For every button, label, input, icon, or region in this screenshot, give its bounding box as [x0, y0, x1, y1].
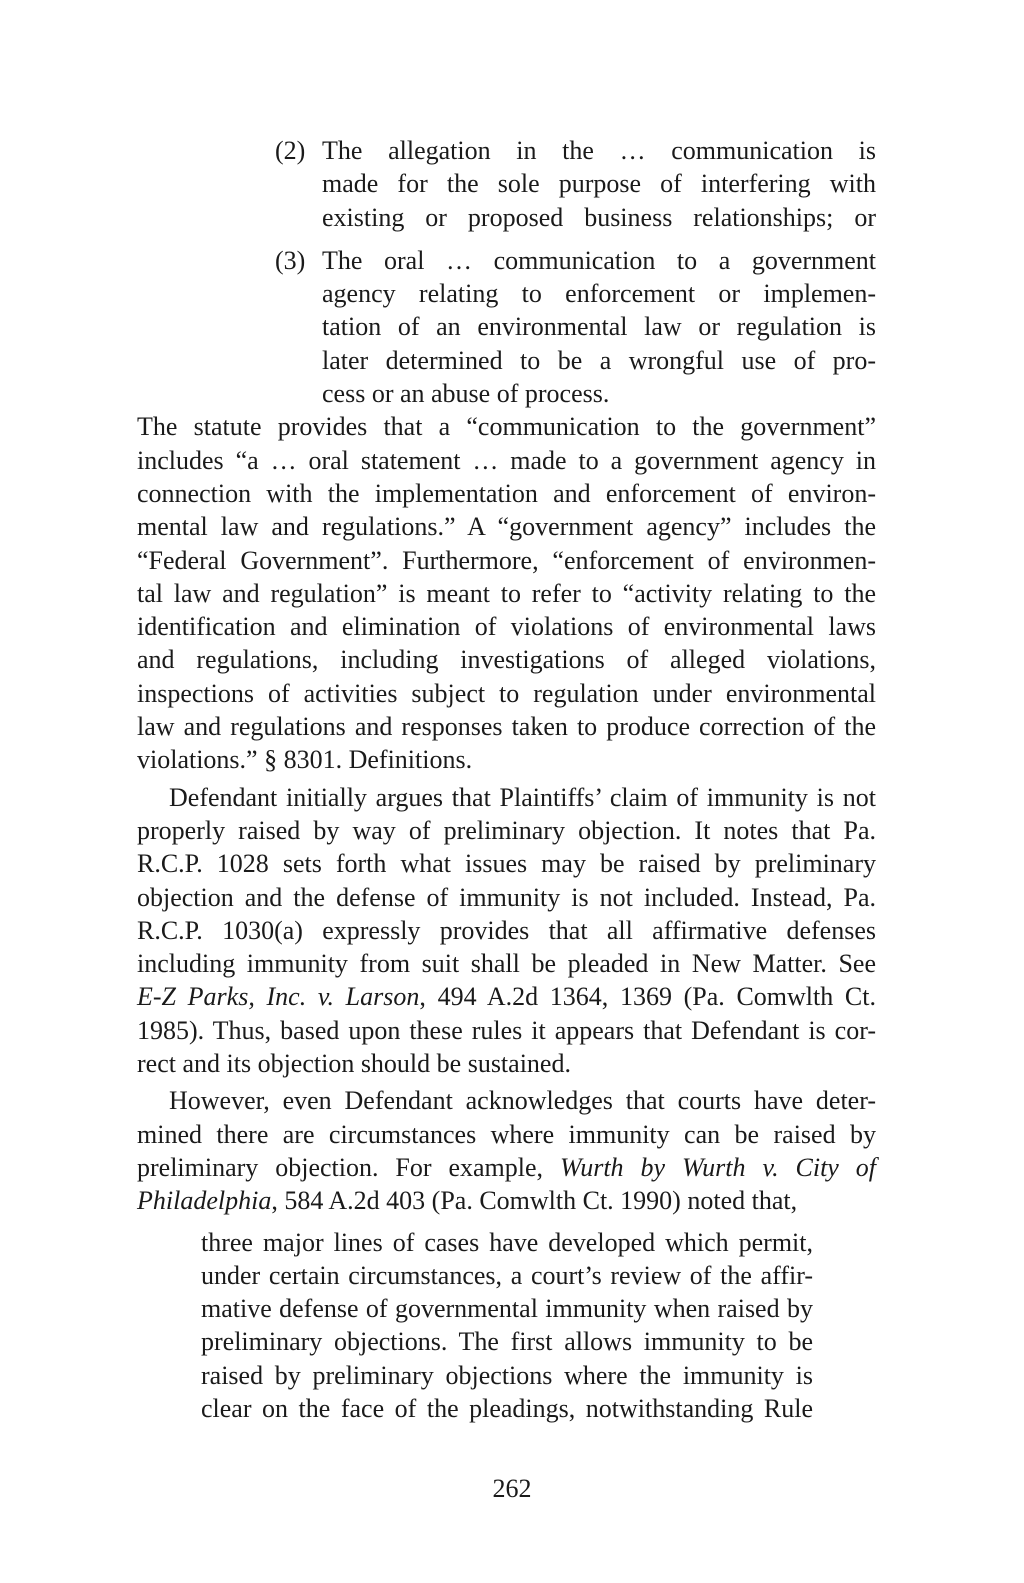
paragraph-line: 1985). Thus, based upon these rules it appears that Defendant is cor-: [137, 1015, 876, 1045]
paragraph-line: properly raised by way of preliminary objection. It notes that Pa.: [137, 815, 876, 845]
list-item-line: (2) The allegation in the … communication is: [137, 134, 876, 167]
list-item-number: (2): [275, 136, 306, 165]
paragraph-line: The statute provides that a “communication to the government”: [137, 412, 876, 442]
paragraph-line: R.C.P. 1030(a) expressly provides that all affirmative defenses: [137, 915, 876, 945]
paragraph-line: violations.” § 8301. Definitions.: [137, 745, 473, 775]
quote-line: three major lines of cases have developed which permit,: [201, 1227, 813, 1257]
paragraph-line: inspections of activities subject to regulation under environmental: [137, 678, 876, 708]
paragraph-line: including immunity from suit shall be pleaded in New Matter. See: [137, 949, 876, 979]
case-citation: E-Z Parks, Inc. v. Larson: [137, 982, 420, 1012]
paragraph-line: and regulations, including investigations of alleged violations,: [137, 645, 876, 675]
paragraph-line: tal law and regulation” is meant to refer to “activity relating to the: [137, 578, 876, 608]
quote-line: under certain circumstances, a court’s review of the affir-: [201, 1260, 813, 1290]
list-item-line: (3) The oral … communication to a government: [137, 244, 876, 277]
paragraph-line: objection and the defense of immunity is not included. Instead, Pa.: [137, 882, 876, 912]
quote-line: mative defense of governmental immunity when raised by: [201, 1294, 813, 1324]
paragraph-line: However, even Defendant acknowledges that courts have deter-: [169, 1086, 876, 1116]
paragraph-line: preliminary objection. For example, Wurth by Wurth v. City of: [137, 1152, 876, 1182]
list-item-line: made for the sole purpose of interfering with: [322, 169, 876, 199]
paragraph-line: mined there are circumstances where immunity can be raised by: [137, 1119, 876, 1149]
list-item-line: cess or an abuse of process.: [322, 379, 610, 409]
paragraph-line: includes “a … oral statement … made to a government agency in: [137, 445, 876, 475]
paragraph-line: identification and elimination of violations of environmental laws: [137, 612, 876, 642]
quote-line: raised by preliminary objections where the immunity is: [201, 1360, 813, 1390]
quote-line: preliminary objections. The first allows immunity to be: [201, 1327, 813, 1357]
paragraph-line: Defendant initially argues that Plaintiffs’ claim of immunity is not: [169, 782, 876, 812]
case-citation: Wurth by Wurth v. City of: [559, 1152, 876, 1182]
list-item-2: [137, 134, 876, 234]
paragraph-line: R.C.P. 1028 sets forth what issues may be raised by preliminary: [137, 849, 876, 879]
list-item-line: agency relating to enforcement or implemen-: [322, 279, 876, 309]
paragraph-line: law and regulations and responses taken to produce correction of the: [137, 712, 876, 742]
paragraph-line: connection with the implementation and enforcement of environ-: [137, 478, 876, 508]
paragraph-line: Philadelphia, 584 A.2d 403 (Pa. Comwlth Ct. 1990) noted that,: [137, 1186, 798, 1216]
paragraph-line: E-Z Parks, Inc. v. Larson, 494 A.2d 1364, 1369 (Pa. Comwlth Ct.: [137, 982, 876, 1012]
paragraph-statute: [137, 410, 876, 776]
list-item-line: existing or proposed business relationships; or: [322, 202, 876, 232]
paragraph-line: rect and its objection should be sustained.: [137, 1049, 571, 1079]
quote-line: clear on the face of the pleadings, notwithstanding Rule: [201, 1393, 813, 1423]
paragraph-immunity-exceptions: [137, 1084, 876, 1217]
list-item-line: later determined to be a wrongful use of pro-: [322, 345, 876, 375]
list-item-line: tation of an environmental law or regulation is: [322, 312, 876, 342]
paragraph-defendant-argument: [137, 781, 876, 1081]
page-number: 262: [492, 1474, 532, 1503]
paragraph-line: “Federal Government”. Furthermore, “enforcement of environmen-: [137, 545, 876, 575]
list-item-3: [137, 244, 876, 410]
paragraph-line: mental law and regulations.” A “government agency” includes the: [137, 512, 876, 542]
body-text: [137, 134, 876, 1425]
block-quote: [137, 1226, 876, 1426]
case-citation: Philadelphia: [137, 1186, 272, 1216]
list-item-number: (3): [275, 245, 306, 275]
